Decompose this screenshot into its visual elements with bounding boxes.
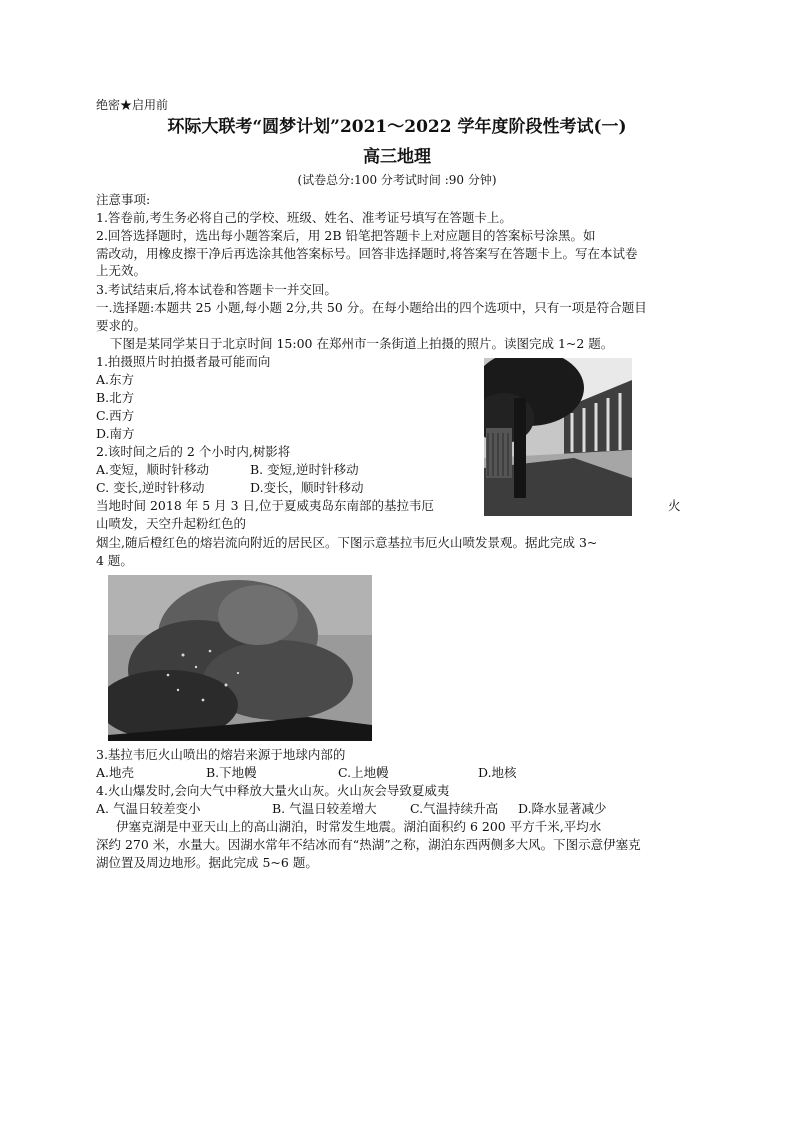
confidential-mark: 绝密★启用前 (96, 98, 169, 112)
question-3-option-c: C.上地幔 (338, 765, 389, 780)
section-heading: 一.选择题:本题共 25 小题,每小题 2分,共 50 分。在每小题给出的四个选项中，只有一项是符合题目 (96, 300, 647, 315)
note-line: 1.答卷前,考生务必将自己的学校、班级、姓名、准考证号填写在答题卡上。 (96, 210, 512, 225)
question-3-stem: 3.基拉韦厄火山喷出的熔岩来源于地球内部的 (96, 747, 346, 762)
question-1-option-d: D.南方 (96, 426, 135, 441)
group1-intro: 下图是某同学某日于北京时间 15:00 在郑州市一条街道上拍摄的照片。读图完成 1~2 题。 (110, 336, 614, 351)
question-3-option-b: B.下地幔 (206, 765, 257, 780)
question-3-option-a: A.地壳 (96, 765, 135, 780)
question-1-option-b: B.北方 (96, 390, 135, 405)
question-2-option-c: C. 变长,逆时针移动 (96, 480, 205, 495)
note-line: 3.考试结束后,将本试卷和答题卡一并交回。 (96, 282, 337, 297)
volcano-photo (108, 575, 372, 741)
question-4-option-c: C.气温持续升高 (410, 801, 499, 816)
group2-intro-line4: 4 题。 (96, 553, 133, 568)
question-4-option-b: B. 气温日较差增大 (272, 801, 377, 816)
group2-intro-right: 火 (668, 498, 681, 513)
question-1-option-c: C.西方 (96, 408, 135, 423)
notes-heading: 注意事项: (96, 192, 151, 207)
question-2-stem: 2.该时间之后的 2 个小时内,树影将 (96, 444, 291, 459)
question-1-stem: 1.拍摄照片时拍摄者最可能而向 (96, 354, 271, 369)
section-heading-cont: 要求的。 (96, 318, 147, 333)
note-line: 上无效。 (96, 263, 147, 278)
question-2-option-b: B. 变短,逆时针移动 (250, 462, 359, 477)
street-photo (484, 358, 632, 516)
question-4-option-d: D.降水显著减少 (518, 801, 607, 816)
note-line: 需改动，用橡皮擦干净后再选涂其他答案标号。回答非选择题时,将答案写在答题卡上。写在本试卷 (96, 246, 638, 261)
exam-subject: 高三地理 (363, 147, 431, 167)
question-3-option-d: D.地核 (478, 765, 517, 780)
note-line: 2.回答选择题时，选出每小题答案后，用 2B 铅笔把答题卡上对应题目的答案标号涂黑。如 (96, 228, 596, 243)
question-4-stem: 4.火山爆发时,会向大气中释放大量火山灰。火山灰会导致夏威夷 (96, 783, 450, 798)
question-2-option-a: A.变短，顺时针移动 (96, 462, 210, 477)
question-2-option-d: D.变长，顺时针移动 (250, 480, 364, 495)
group3-intro-line2: 深约 270 米，水量大。因湖水常年不结冰而有“热湖”之称，湖泊东西两侧多大风。下图示意伊塞克 (96, 837, 641, 852)
question-1-option-a: A.东方 (96, 372, 135, 387)
group2-intro-line2: 山喷发，天空升起粉红色的 (96, 516, 247, 531)
group2-intro-line3: 烟尘,随后橙红色的熔岩流向附近的居民区。下图示意基拉韦厄火山喷发景观。据此完成 3~ (96, 535, 598, 550)
exam-meta: (试卷总分:100 分考试时间 :90 分钟) (297, 173, 497, 187)
group3-intro-line1: 伊塞克湖是中亚天山上的高山湖泊，时常发生地震。湖泊面积约 6 200 平方千米,平均水 (116, 819, 602, 834)
exam-title: 环际大联考“圆梦计划”2021～2022 学年度阶段性考试(一) (167, 117, 627, 137)
group3-intro-line3: 湖位置及周边地形。据此完成 5~6 题。 (96, 855, 318, 870)
group2-intro-line1: 当地时间 2018 年 5 月 3 日,位于夏威夷岛东南部的基拉韦厄 (96, 498, 435, 513)
question-4-option-a: A. 气温日较差变小 (96, 801, 201, 816)
